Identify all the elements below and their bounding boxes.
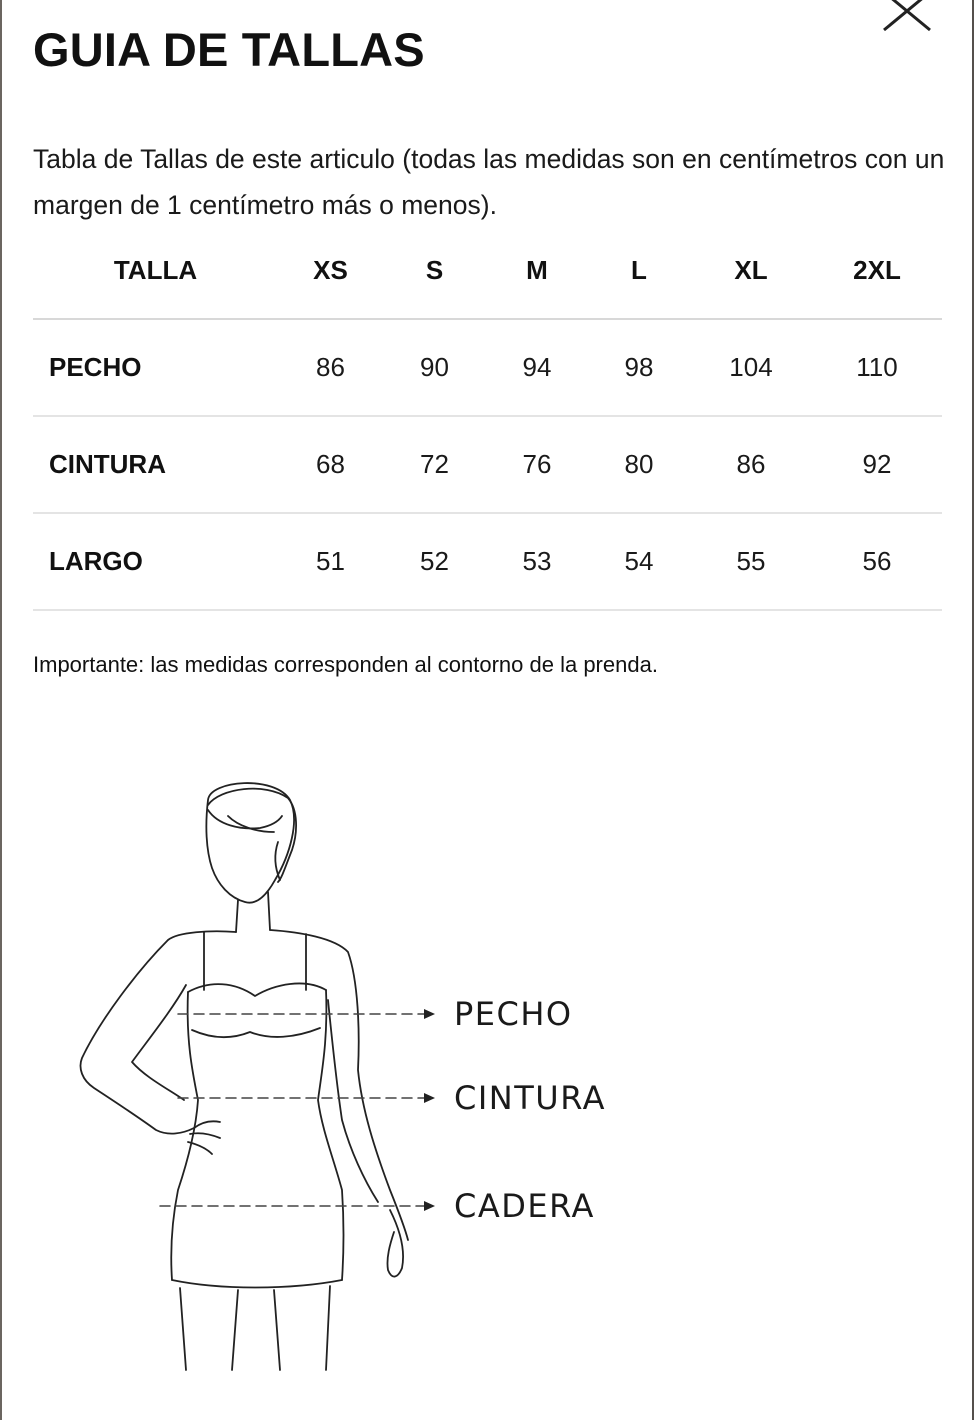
header-2xl: 2XL [812,222,942,319]
row-label: PECHO [33,319,278,416]
dress-figure-illustration [60,770,480,1380]
table-cell: 52 [383,513,486,610]
table-cell: 90 [383,319,486,416]
size-table [33,222,942,611]
table-cell: 51 [278,513,383,610]
table-cell: 68 [278,416,383,513]
header-xs: XS [278,222,383,319]
table-header-row [33,222,942,319]
table-cell: 76 [486,416,588,513]
waist-label: CINTURA [454,1079,607,1117]
row-label: LARGO [33,513,278,610]
important-note: Importante: las medidas corresponden al contorno de la prenda. [33,652,658,677]
table-cell: 80 [588,416,690,513]
header-xl: XL [690,222,812,319]
header-talla: TALLA [33,222,278,319]
table-cell: 86 [690,416,812,513]
table-cell: 86 [278,319,383,416]
table-cell: 53 [486,513,588,610]
header-l: L [588,222,690,319]
hip-label: CADERA [454,1187,595,1225]
table-cell: 94 [486,319,588,416]
table-row [33,513,942,610]
table-cell: 92 [812,416,942,513]
left-border [0,0,2,1420]
table-cell: 110 [812,319,942,416]
row-label: CINTURA [33,416,278,513]
table-cell: 55 [690,513,812,610]
table-cell: 72 [383,416,486,513]
chest-label: PECHO [454,995,573,1033]
table-cell: 98 [588,319,690,416]
table-cell: 54 [588,513,690,610]
close-icon [878,0,936,36]
intro-text: Tabla de Tallas de este articulo (todas las medidas son en centímetros con un margen de 1 centímetro más o menos). [33,144,945,220]
table-cell: 104 [690,319,812,416]
header-m: M [486,222,588,319]
page-title: GUIA DE TALLAS [33,23,425,76]
table-row [33,319,942,416]
header-s: S [383,222,486,319]
table-row [33,416,942,513]
table-cell: 56 [812,513,942,610]
close-button[interactable] [878,0,936,36]
